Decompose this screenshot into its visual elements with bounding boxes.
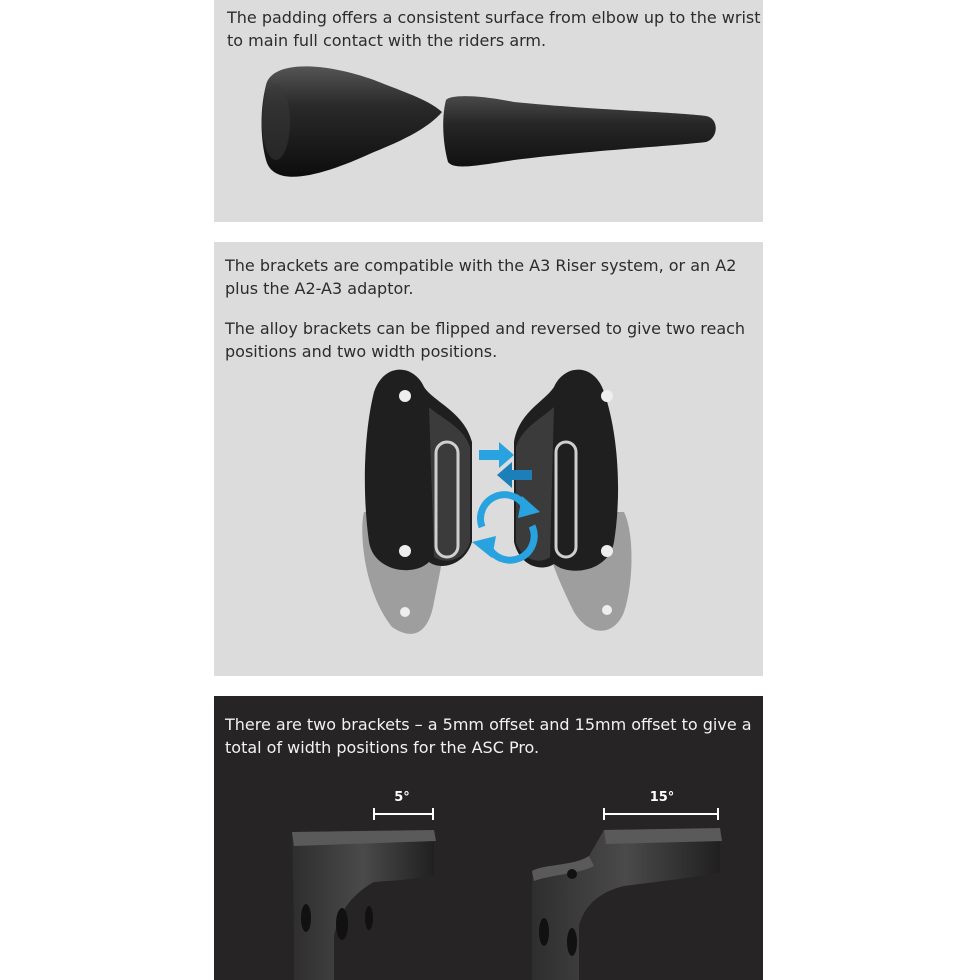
- offset-description: There are two brackets – a 5mm offset and 15mm offset to give a total of width positions for the ASC Pro.: [225, 715, 752, 757]
- label-15-offset: 15°: [649, 790, 675, 805]
- brackets-compat-text: The brackets are compatible with the A3 Riser system, or an A2 plus the A2-A3 adaptor.: [225, 256, 737, 298]
- forearm-pad: [443, 96, 716, 166]
- bracket-5mm: [292, 830, 436, 980]
- label-5-offset: 5°: [394, 790, 410, 805]
- offset-brackets-illustration: [214, 696, 763, 980]
- padding-description: The padding offers a consistent surface from elbow up to the wrist to main full contact with the riders arm.: [227, 8, 761, 50]
- padding-panel: [214, 0, 763, 222]
- bracket-15mm: [532, 828, 722, 980]
- brackets-flip-text: The alloy brackets can be flipped and reversed to give two reach positions and two width positions.: [225, 319, 746, 361]
- brackets-panel: [214, 242, 763, 676]
- arm-pad-illustration: [214, 0, 763, 222]
- offset-panel: [214, 696, 763, 980]
- bracket-flip-illustration: [214, 242, 763, 676]
